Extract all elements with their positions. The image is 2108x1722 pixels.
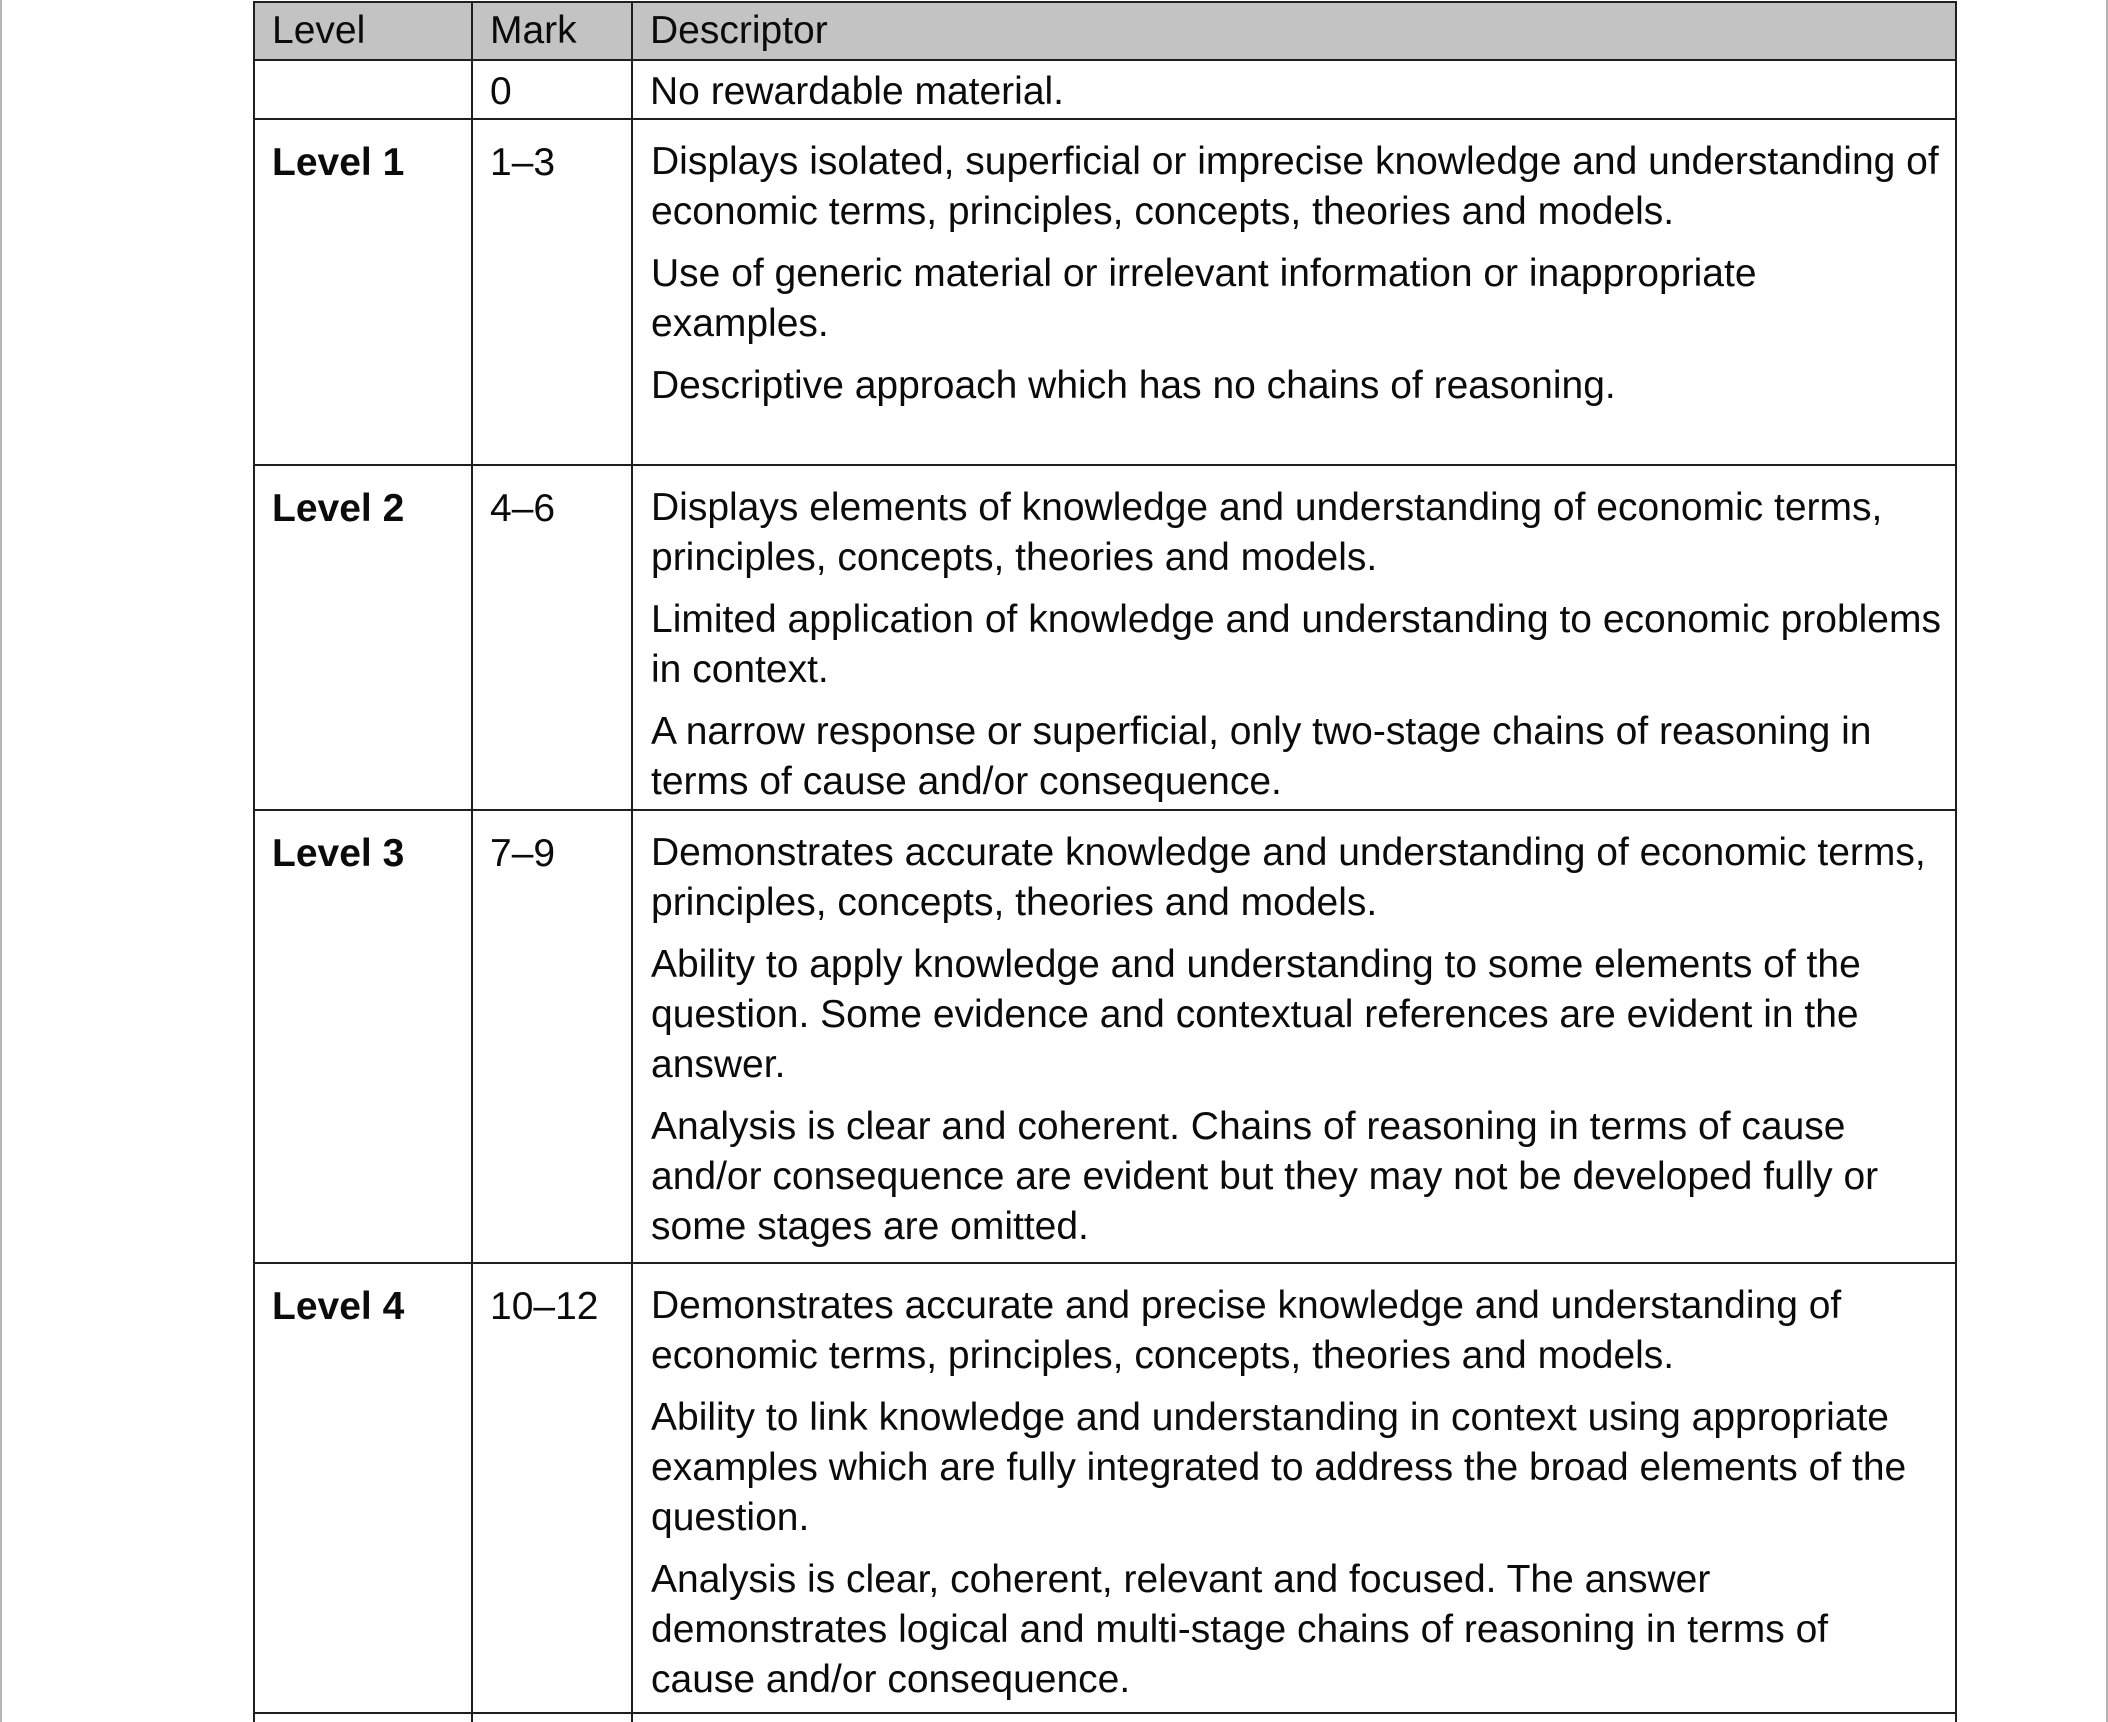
- level-cell: Level 3: [254, 810, 472, 1263]
- mark-cell: [472, 1713, 632, 1722]
- header-cell-descriptor: Descriptor: [632, 2, 1956, 60]
- level-cell: [254, 60, 472, 119]
- descriptor-paragraph: Ability to link knowledge and understanding in context using appropriate examples which are fully integrated to address the broad elements of the question.: [651, 1396, 1907, 1539]
- descriptor-paragraph: Displays elements of knowledge and understanding of economic terms, principles, concepts, theories and models.: [651, 486, 1883, 579]
- descriptor-paragraph: Use of generic material or irrelevant information or inappropriate examples.: [651, 252, 1757, 345]
- table-row-zero-marks: [254, 60, 1956, 119]
- level-cell: Level 1: [254, 119, 472, 465]
- descriptor-cell: [632, 1713, 1956, 1722]
- descriptor-paragraph: No rewardable material.: [650, 69, 1065, 113]
- descriptor-paragraph: Limited application of knowledge and understanding to economic problems in context.: [651, 598, 1941, 691]
- descriptor-paragraph: Descriptive approach which has no chains of reasoning.: [651, 364, 1616, 407]
- descriptor-paragraph: Analysis is clear, coherent, relevant and focused. The answer demonstrates logical and multi-stage chains of reasoning in terms of cause and/or consequence.: [651, 1558, 1829, 1701]
- levels-mark-scheme-table: [253, 1, 1957, 1722]
- mark-cell: 10–12: [472, 1263, 632, 1713]
- descriptor-cell: [632, 810, 1956, 1263]
- header-cell-mark: Mark: [472, 2, 632, 60]
- mark-cell: 1–3: [472, 119, 632, 465]
- table-row-level-2: [254, 465, 1956, 810]
- level-cell: Level 2: [254, 465, 472, 810]
- descriptor-paragraph: Displays isolated, superficial or imprecise knowledge and understanding of economic terms, principles, concepts, theories and models.: [651, 140, 1939, 233]
- mark-cell: 7–9: [472, 810, 632, 1263]
- descriptor-paragraph: Ability to apply knowledge and understanding to some elements of the question. Some evidence and contextual references are evident in the answer.: [651, 943, 1861, 1086]
- table-row-level-3: [254, 810, 1956, 1263]
- table-header-row: [254, 2, 1956, 60]
- descriptor-paragraph: Demonstrates accurate knowledge and understanding of economic terms, principles, concepts, theories and models.: [651, 831, 1926, 924]
- mark-cell: 0: [472, 60, 632, 119]
- descriptor-cell: [632, 119, 1956, 465]
- descriptor-cell: [632, 60, 1956, 119]
- mark-cell: 4–6: [472, 465, 632, 810]
- table-row-level-1: [254, 119, 1956, 465]
- header-cell-level: Level: [254, 2, 472, 60]
- descriptor-paragraph: Demonstrates accurate and precise knowledge and understanding of economic terms, principles, concepts, theories and models.: [651, 1284, 1842, 1377]
- level-cell: Level 4: [254, 1263, 472, 1713]
- descriptor-cell: [632, 1263, 1956, 1713]
- table-row-clipped: [254, 1713, 1956, 1722]
- descriptor-paragraph: Analysis is clear and coherent. Chains of reasoning in terms of cause and/or consequence are evident but they may not be developed fully or some stages are omitted.: [651, 1105, 1879, 1248]
- level-cell: [254, 1713, 472, 1722]
- table-row-level-4: [254, 1263, 1956, 1713]
- descriptor-paragraph: A narrow response or superficial, only two-stage chains of reasoning in terms of cause and/or consequence.: [651, 710, 1872, 803]
- descriptor-cell: [632, 465, 1956, 810]
